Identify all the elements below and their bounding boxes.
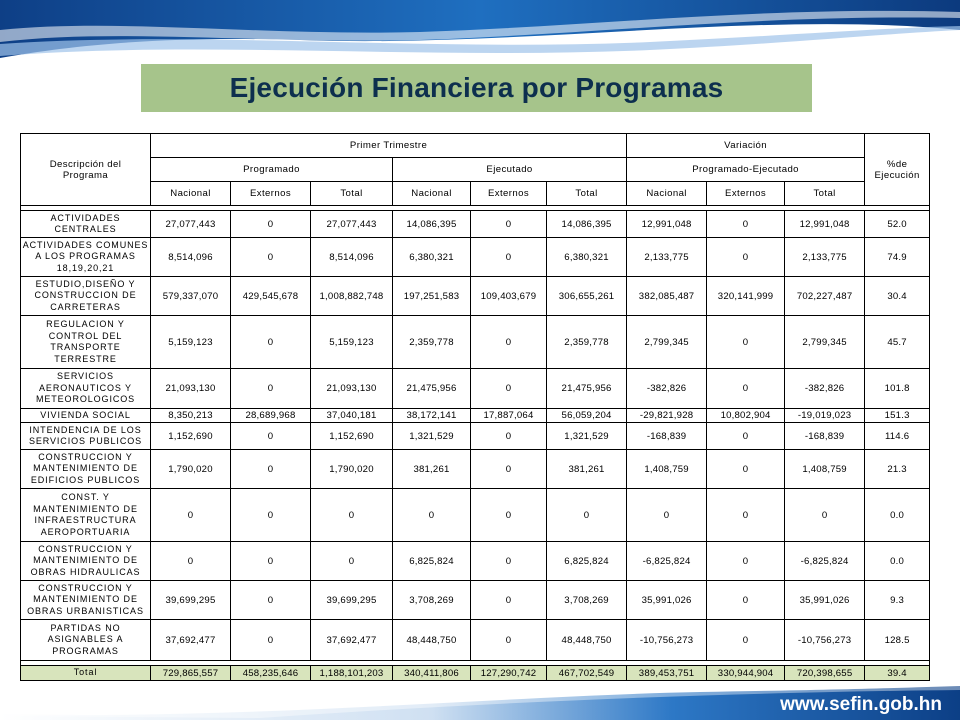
prog-total-cell: 5,159,123 xyxy=(311,316,393,369)
table-row xyxy=(21,620,930,661)
var-nacional-cell: 12,991,048 xyxy=(627,211,707,238)
var-total-cell: -382,826 xyxy=(785,369,865,409)
header-programado: Programado xyxy=(151,158,393,182)
prog-nacional-cell: 37,692,477 xyxy=(151,620,231,661)
prog-total-cell: 1,188,101,203 xyxy=(311,666,393,681)
prog-externos-cell: 0 xyxy=(231,581,311,620)
prog-nacional-cell: 8,350,213 xyxy=(151,409,231,423)
program-description: CONST. Y MANTENIMIENTO DE INFRAESTRUCTURA AEROPORTUARIA xyxy=(21,489,151,542)
header-externos: Externos xyxy=(707,182,785,206)
program-description: VIVIENDA SOCIAL xyxy=(21,409,151,423)
pct-ejecucion-cell: 21.3 xyxy=(865,450,930,489)
program-description: SERVICIOS AERONAUTICOS Y METEOROLOGICOS xyxy=(21,369,151,409)
program-description: REGULACION Y CONTROL DEL TRANSPORTE TERRESTRE xyxy=(21,316,151,369)
ejec-externos-cell: 17,887,064 xyxy=(471,409,547,423)
ejec-total-cell: 14,086,395 xyxy=(547,211,627,238)
pct-ejecucion-cell: 128.5 xyxy=(865,620,930,661)
var-total-cell: -168,839 xyxy=(785,423,865,450)
var-nacional-cell: 2,133,775 xyxy=(627,238,707,277)
ejec-total-cell: 381,261 xyxy=(547,450,627,489)
table-row xyxy=(21,369,930,409)
var-externos-cell: 0 xyxy=(707,620,785,661)
ejec-externos-cell: 0 xyxy=(471,489,547,542)
prog-nacional-cell: 39,699,295 xyxy=(151,581,231,620)
prog-externos-cell: 0 xyxy=(231,369,311,409)
var-externos-cell: 0 xyxy=(707,489,785,542)
var-total-cell: 35,991,026 xyxy=(785,581,865,620)
var-total-cell: 0 xyxy=(785,489,865,542)
var-nacional-cell: 0 xyxy=(627,489,707,542)
ejec-externos-cell: 0 xyxy=(471,369,547,409)
pct-ejecucion-cell: 45.7 xyxy=(865,316,930,369)
prog-total-cell: 1,790,020 xyxy=(311,450,393,489)
var-total-cell: 2,133,775 xyxy=(785,238,865,277)
prog-externos-cell: 429,545,678 xyxy=(231,277,311,316)
header-descripcion: Descripción del Programa xyxy=(21,134,151,206)
var-nacional-cell: 1,408,759 xyxy=(627,450,707,489)
header-nacional: Nacional xyxy=(393,182,471,206)
var-externos-cell: 0 xyxy=(707,316,785,369)
var-total-cell: 1,408,759 xyxy=(785,450,865,489)
var-externos-cell: 0 xyxy=(707,423,785,450)
title-box xyxy=(141,64,812,112)
pct-ejecucion-cell: 0.0 xyxy=(865,489,930,542)
financial-table-container xyxy=(20,133,929,681)
prog-nacional-cell: 1,152,690 xyxy=(151,423,231,450)
ejec-total-cell: 21,475,956 xyxy=(547,369,627,409)
table-row xyxy=(21,489,930,542)
table-row xyxy=(21,450,930,489)
prog-externos-cell: 0 xyxy=(231,450,311,489)
var-nacional-cell: -10,756,273 xyxy=(627,620,707,661)
total-label: Total xyxy=(21,666,151,681)
program-description: ACTIVIDADES CENTRALES xyxy=(21,211,151,238)
var-nacional-cell: 2,799,345 xyxy=(627,316,707,369)
header-externos: Externos xyxy=(471,182,547,206)
var-externos-cell: 0 xyxy=(707,238,785,277)
table-row xyxy=(21,238,930,277)
prog-total-cell: 1,152,690 xyxy=(311,423,393,450)
pct-ejecucion-cell: 151.3 xyxy=(865,409,930,423)
prog-nacional-cell: 8,514,096 xyxy=(151,238,231,277)
prog-nacional-cell: 0 xyxy=(151,489,231,542)
prog-nacional-cell: 1,790,020 xyxy=(151,450,231,489)
var-externos-cell: 0 xyxy=(707,542,785,581)
prog-externos-cell: 0 xyxy=(231,489,311,542)
prog-total-cell: 37,040,181 xyxy=(311,409,393,423)
var-externos-cell: 0 xyxy=(707,450,785,489)
table-row xyxy=(21,316,930,369)
program-description: PARTIDAS NO ASIGNABLES A PROGRAMAS xyxy=(21,620,151,661)
pct-ejecucion-cell: 52.0 xyxy=(865,211,930,238)
var-total-cell: 12,991,048 xyxy=(785,211,865,238)
ejec-nacional-cell: 38,172,141 xyxy=(393,409,471,423)
top-banner xyxy=(0,0,960,60)
var-nacional-cell: -29,821,928 xyxy=(627,409,707,423)
prog-total-cell: 0 xyxy=(311,489,393,542)
prog-nacional-cell: 729,865,557 xyxy=(151,666,231,681)
table-row xyxy=(21,542,930,581)
ejec-nacional-cell: 3,708,269 xyxy=(393,581,471,620)
financial-execution-table xyxy=(20,133,930,681)
ejec-externos-cell: 0 xyxy=(471,316,547,369)
header-total: Total xyxy=(785,182,865,206)
website-link[interactable]: www.sefin.gob.hn xyxy=(780,694,942,715)
var-externos-cell: 10,802,904 xyxy=(707,409,785,423)
ejec-total-cell: 0 xyxy=(547,489,627,542)
var-total-cell: -19,019,023 xyxy=(785,409,865,423)
ejec-externos-cell: 0 xyxy=(471,211,547,238)
ejec-total-cell: 3,708,269 xyxy=(547,581,627,620)
ejec-nacional-cell: 6,825,824 xyxy=(393,542,471,581)
var-externos-cell: 320,141,999 xyxy=(707,277,785,316)
header-nacional: Nacional xyxy=(627,182,707,206)
ejec-externos-cell: 0 xyxy=(471,620,547,661)
prog-externos-cell: 0 xyxy=(231,316,311,369)
program-description: CONSTRUCCION Y MANTENIMIENTO DE EDIFICIOS PUBLICOS xyxy=(21,450,151,489)
program-description: ESTUDIO,DISEÑO Y CONSTRUCCION DE CARRETERAS xyxy=(21,277,151,316)
table-body xyxy=(21,206,930,681)
header-programado-ejecutado: Programado-Ejecutado xyxy=(627,158,865,182)
pct-ejecucion-cell: 30.4 xyxy=(865,277,930,316)
prog-externos-cell: 0 xyxy=(231,542,311,581)
ejec-nacional-cell: 14,086,395 xyxy=(393,211,471,238)
program-description: ACTIVIDADES COMUNES A LOS PROGRAMAS 18,19,20,21 xyxy=(21,238,151,277)
prog-total-cell: 0 xyxy=(311,542,393,581)
header-variacion: Variación xyxy=(627,134,865,158)
header-externos: Externos xyxy=(231,182,311,206)
ejec-total-cell: 1,321,529 xyxy=(547,423,627,450)
header-ejecutado: Ejecutado xyxy=(393,158,627,182)
var-total-cell: -6,825,824 xyxy=(785,542,865,581)
prog-total-cell: 1,008,882,748 xyxy=(311,277,393,316)
ejec-externos-cell: 0 xyxy=(471,542,547,581)
prog-nacional-cell: 27,077,443 xyxy=(151,211,231,238)
ejec-total-cell: 2,359,778 xyxy=(547,316,627,369)
ejec-nacional-cell: 381,261 xyxy=(393,450,471,489)
program-description: CONSTRUCCION Y MANTENIMIENTO DE OBRAS URBANISTICAS xyxy=(21,581,151,620)
pct-ejecucion-cell: 74.9 xyxy=(865,238,930,277)
ejec-total-cell: 467,702,549 xyxy=(547,666,627,681)
prog-nacional-cell: 579,337,070 xyxy=(151,277,231,316)
table-row xyxy=(21,423,930,450)
prog-total-cell: 21,093,130 xyxy=(311,369,393,409)
ejec-nacional-cell: 21,475,956 xyxy=(393,369,471,409)
var-externos-cell: 330,944,904 xyxy=(707,666,785,681)
ejec-nacional-cell: 2,359,778 xyxy=(393,316,471,369)
table-row xyxy=(21,211,930,238)
var-externos-cell: 0 xyxy=(707,211,785,238)
prog-externos-cell: 0 xyxy=(231,620,311,661)
header-total: Total xyxy=(547,182,627,206)
prog-externos-cell: 0 xyxy=(231,238,311,277)
ejec-externos-cell: 0 xyxy=(471,423,547,450)
prog-nacional-cell: 5,159,123 xyxy=(151,316,231,369)
var-total-cell: -10,756,273 xyxy=(785,620,865,661)
table-row xyxy=(21,409,930,423)
prog-total-cell: 27,077,443 xyxy=(311,211,393,238)
var-externos-cell: 0 xyxy=(707,369,785,409)
ejec-nacional-cell: 197,251,583 xyxy=(393,277,471,316)
ejec-externos-cell: 0 xyxy=(471,450,547,489)
pct-ejecucion-cell: 39.4 xyxy=(865,666,930,681)
ejec-total-cell: 56,059,204 xyxy=(547,409,627,423)
header-total: Total xyxy=(311,182,393,206)
pct-ejecucion-cell: 9.3 xyxy=(865,581,930,620)
total-row xyxy=(21,666,930,681)
prog-externos-cell: 458,235,646 xyxy=(231,666,311,681)
prog-nacional-cell: 21,093,130 xyxy=(151,369,231,409)
var-nacional-cell: -382,826 xyxy=(627,369,707,409)
ejec-externos-cell: 127,290,742 xyxy=(471,666,547,681)
ejec-total-cell: 6,825,824 xyxy=(547,542,627,581)
prog-externos-cell: 0 xyxy=(231,423,311,450)
prog-externos-cell: 0 xyxy=(231,211,311,238)
program-description: INTENDENCIA DE LOS SERVICIOS PUBLICOS xyxy=(21,423,151,450)
ejec-nacional-cell: 1,321,529 xyxy=(393,423,471,450)
pct-ejecucion-cell: 114.6 xyxy=(865,423,930,450)
header-nacional: Nacional xyxy=(151,182,231,206)
program-description: CONSTRUCCION Y MANTENIMIENTO DE OBRAS HIDRAULICAS xyxy=(21,542,151,581)
var-nacional-cell: -6,825,824 xyxy=(627,542,707,581)
ejec-externos-cell: 109,403,679 xyxy=(471,277,547,316)
ejec-nacional-cell: 6,380,321 xyxy=(393,238,471,277)
var-externos-cell: 0 xyxy=(707,581,785,620)
pct-ejecucion-cell: 0.0 xyxy=(865,542,930,581)
var-total-cell: 2,799,345 xyxy=(785,316,865,369)
header-primer-trimestre: Primer Trimestre xyxy=(151,134,627,158)
prog-total-cell: 39,699,295 xyxy=(311,581,393,620)
var-nacional-cell: -168,839 xyxy=(627,423,707,450)
var-nacional-cell: 35,991,026 xyxy=(627,581,707,620)
table-row xyxy=(21,277,930,316)
prog-total-cell: 8,514,096 xyxy=(311,238,393,277)
header-pct-ejecucion: %de Ejecución xyxy=(865,134,930,206)
ejec-total-cell: 306,655,261 xyxy=(547,277,627,316)
ejec-externos-cell: 0 xyxy=(471,581,547,620)
ejec-total-cell: 6,380,321 xyxy=(547,238,627,277)
var-total-cell: 720,398,655 xyxy=(785,666,865,681)
var-total-cell: 702,227,487 xyxy=(785,277,865,316)
ejec-nacional-cell: 0 xyxy=(393,489,471,542)
var-nacional-cell: 389,453,751 xyxy=(627,666,707,681)
ejec-externos-cell: 0 xyxy=(471,238,547,277)
ejec-total-cell: 48,448,750 xyxy=(547,620,627,661)
ejec-nacional-cell: 48,448,750 xyxy=(393,620,471,661)
table-row xyxy=(21,581,930,620)
ejec-nacional-cell: 340,411,806 xyxy=(393,666,471,681)
prog-nacional-cell: 0 xyxy=(151,542,231,581)
prog-externos-cell: 28,689,968 xyxy=(231,409,311,423)
prog-total-cell: 37,692,477 xyxy=(311,620,393,661)
var-nacional-cell: 382,085,487 xyxy=(627,277,707,316)
page-title: Ejecución Financiera por Programas xyxy=(229,72,724,103)
pct-ejecucion-cell: 101.8 xyxy=(865,369,930,409)
